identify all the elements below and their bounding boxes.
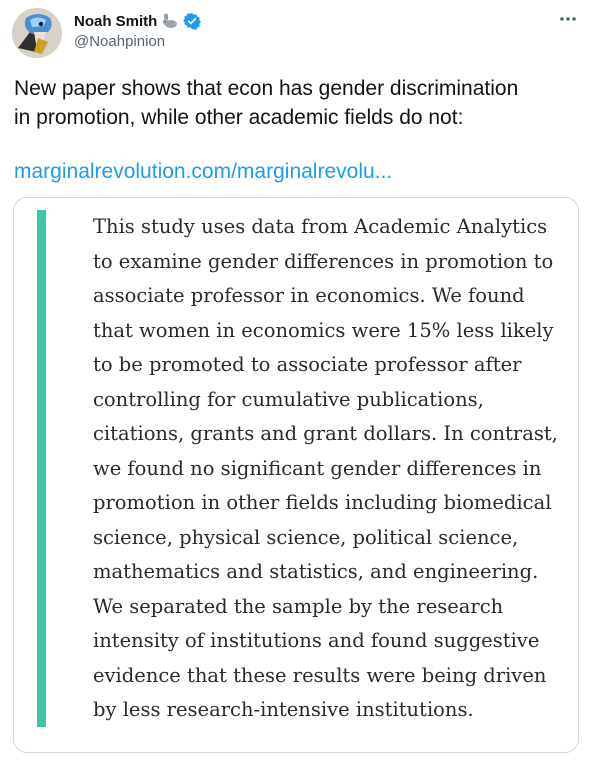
tweet-link[interactable]: marginalrevolution.com/marginalrevolu... bbox=[14, 160, 393, 183]
avatar-image bbox=[12, 8, 62, 58]
author-name[interactable]: Noah Smith bbox=[74, 12, 158, 30]
quote-text: This study uses data from Academic Analytics to examine gender differences in promotion to associate professor in economics. We found that women in economics were 15% less likely to be promoted to associate professor after controlling for cumulative publications, citations, grants and grant dollars. In contrast, we found no significant gender differences in promotion in other fields including biomedical science, physical science, political science, mathematics and statistics, and engineering. We separated the sample by the research intensity of institutions and found suggestive evidence that these results were being driven by less research-intensive institutions. bbox=[93, 215, 558, 721]
author-name-row[interactable] bbox=[74, 10, 201, 32]
author-handle[interactable]: @Noahpinion bbox=[74, 33, 166, 50]
quote-accent-bar bbox=[37, 210, 46, 727]
verified-badge-icon bbox=[183, 12, 201, 30]
tweet-text: New paper shows that econ has gender discrimination in promotion, while other academic fields do not: bbox=[14, 77, 519, 129]
more-options-icon bbox=[559, 16, 577, 22]
avatar[interactable] bbox=[12, 8, 62, 58]
more-options-button[interactable] bbox=[553, 8, 583, 30]
rabbit-icon bbox=[161, 12, 179, 30]
link-preview-card[interactable] bbox=[13, 197, 579, 753]
